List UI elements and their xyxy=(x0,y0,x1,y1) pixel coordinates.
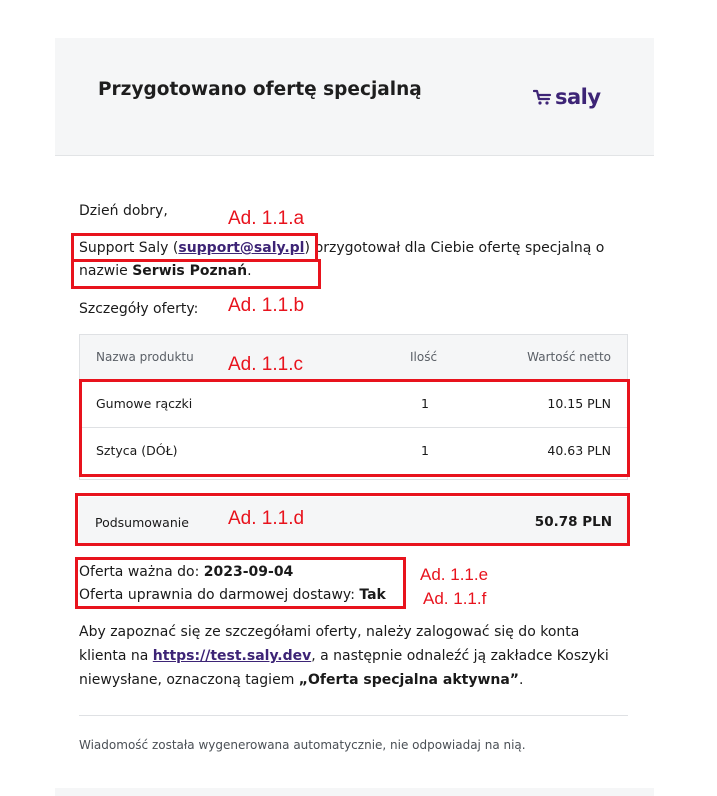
annotation-label-d: Ad. 1.1.d xyxy=(228,508,305,529)
product-quantity: 1 xyxy=(421,396,429,411)
valid-until-date: 2023-09-04 xyxy=(203,564,294,580)
annotation-box-e-f xyxy=(75,557,406,609)
client-account-link[interactable]: https://test.saly.dev xyxy=(152,648,312,664)
column-header-product: Nazwa produktu xyxy=(96,350,194,364)
annotation-box-a xyxy=(71,233,318,262)
column-header-quantity: Ilość xyxy=(410,350,438,364)
column-header-value: Wartość netto xyxy=(527,350,611,364)
instructions-line-3 xyxy=(79,669,523,691)
offer-name: Serwis Poznań xyxy=(132,263,248,279)
email-header xyxy=(55,38,654,156)
annotation-label-b: Ad. 1.1.b xyxy=(228,295,305,316)
annotation-label-e: Ad. 1.1.e xyxy=(420,565,489,584)
free-shipping-value: Tak xyxy=(359,587,386,603)
table-header xyxy=(80,335,627,382)
product-quantity: 1 xyxy=(421,443,429,458)
instructions-line-1: Aby zapoznać się ze szczegółami oferty, należy zalogować się do konta xyxy=(79,624,580,640)
product-name: Gumowe rączki xyxy=(96,396,193,411)
summary-label: Podsumowanie xyxy=(95,515,189,530)
instructions-text: , a następnie odnaleźć ją zakładce Koszyki xyxy=(311,648,609,664)
annotation-label-c: Ad. 1.1.c xyxy=(228,354,303,375)
annotation-box-c xyxy=(79,379,630,477)
summary-value: 50.78 PLN xyxy=(534,514,612,530)
valid-until-label: Oferta ważna do: xyxy=(79,564,204,580)
instructions-text: klienta na xyxy=(79,648,153,664)
email-title: Przygotowano ofertę specjalną xyxy=(98,79,422,100)
free-shipping-label: Oferta uprawnia do darmowej dostawy: xyxy=(79,587,360,603)
offer-tag: „Oferta specjalna aktywna” xyxy=(298,672,519,688)
annotation-box-b xyxy=(71,259,321,289)
annotation-box-d xyxy=(75,493,630,546)
bottom-bar xyxy=(55,788,654,796)
instructions-text: niewysłane, oznaczoną tagiem xyxy=(79,672,299,688)
annotation-label-a: Ad. 1.1.a xyxy=(228,208,305,229)
intro-text-name-label: nazwie xyxy=(79,263,133,279)
instructions-text-end: . xyxy=(519,672,524,688)
intro-text-continued: ) przygotował dla Ciebie ofertę specjalną o xyxy=(304,240,605,256)
greeting: Dzień dobry, xyxy=(79,203,168,219)
intro-text-start: Support Saly ( xyxy=(79,240,179,256)
product-value: 10.15 PLN xyxy=(547,396,611,411)
support-email-link[interactable]: support@saly.pl xyxy=(178,240,305,256)
intro-text-end: . xyxy=(247,263,252,279)
product-name: Sztyca (DÓŁ) xyxy=(96,443,178,458)
footer-divider xyxy=(79,715,628,716)
details-label: Szczegóły oferty: xyxy=(79,301,199,317)
saly-logo xyxy=(533,82,601,112)
product-value: 40.63 PLN xyxy=(547,443,611,458)
annotation-label-f: Ad. 1.1.f xyxy=(423,589,487,608)
instructions-line-2 xyxy=(79,645,609,667)
cart-icon xyxy=(533,88,553,106)
auto-generated-note: Wiadomość została wygenerowana automatycznie, nie odpowiadaj na nią. xyxy=(79,738,526,752)
logo-text: saly xyxy=(555,85,601,109)
